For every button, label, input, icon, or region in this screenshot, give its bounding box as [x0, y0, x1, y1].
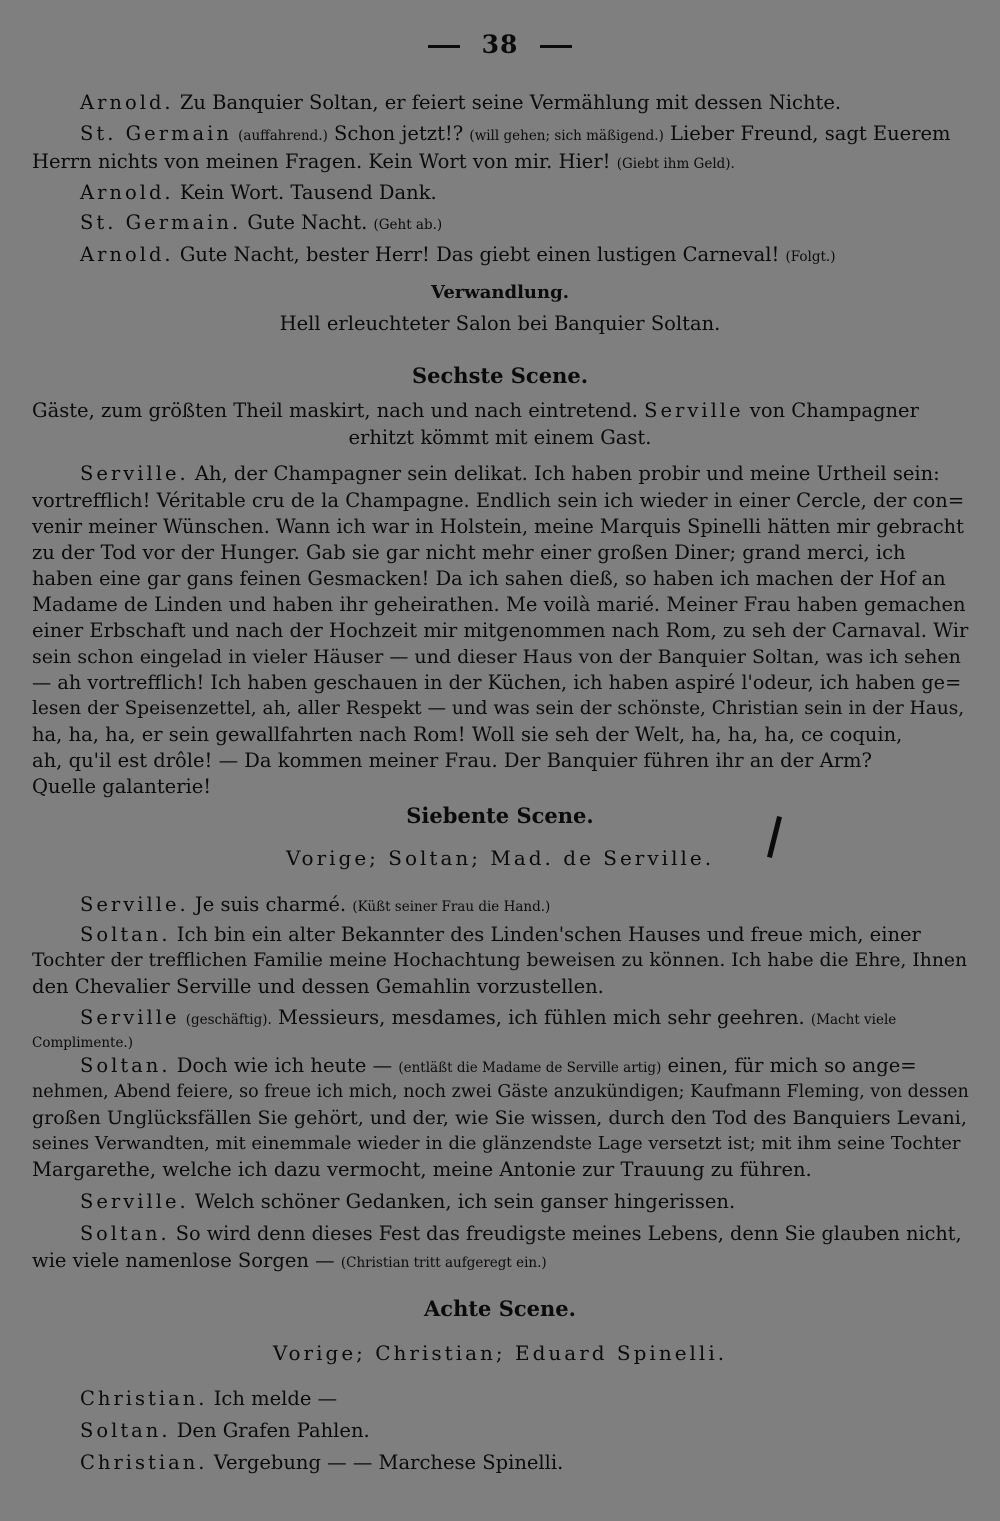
dialogue-line: Serville. Je suis charmé. (Küßt seiner Frau die Hand.) [80, 893, 551, 916]
dialogue-line: Soltan. Den Grafen Pahlen. [80, 1419, 370, 1442]
dialogue-line: St. Germain (auffahrend.) Schon jetzt!? (will gehen; sich mäßigend.) Lieber Freund, sagt Euerem [80, 122, 951, 145]
dialogue-line: seines Verwandten, mit einemmale wieder in die glänzendste Lage versetzt ist; mit ihm seine Tochter [32, 1133, 961, 1154]
dialogue-line: sein schon eingelad in vieler Häuser — und dieser Haus von der Banquier Soltan, was ich sehen [32, 646, 961, 668]
dialogue-line: wie viele namenlose Sorgen — (Christian tritt aufgeregt ein.) [32, 1249, 547, 1272]
dialogue-line: Arnold. Zu Banquier Soltan, er feiert seine Vermählung mit dessen Nichte. [80, 91, 842, 114]
dialogue-line: Tochter der trefflichen Familie meine Hochachtung beweisen zu können. Ich habe die Ehre, Ihnen [32, 950, 968, 971]
dialogue-line: Christian. Ich melde — [80, 1387, 338, 1410]
dialogue-line: Soltan. Doch wie ich heute — (entläßt die Madame de Serville artig) einen, für mich so ange= [80, 1054, 917, 1077]
dialogue-line: Soltan. Ich bin ein alter Bekannter des Linden'schen Hauses und freue mich, einer [80, 923, 921, 946]
setting-description: Hell erleuchteter Salon bei Banquier Soltan. [279, 312, 721, 335]
dialogue-line: den Chevalier Serville und dessen Gemahlin vorzustellen. [32, 975, 604, 998]
dialogue-line: Arnold. Gute Nacht, bester Herr! Das giebt einen lustigen Carneval! (Folgt.) [80, 243, 836, 266]
dialogue-line: ha, ha, ha, er sein gewallfahrten nach Rom! Woll sie seh der Welt, ha, ha, ha, ce coquin, [32, 723, 903, 746]
dialogue-line: Soltan. So wird denn dieses Fest das freudigste meines Lebens, denn Sie glauben nicht, [80, 1222, 962, 1245]
dialogue-line: Arnold. Kein Wort. Tausend Dank. [80, 181, 437, 204]
dash-right [540, 45, 572, 48]
dialogue-line: Madame de Linden und haben ihr geheirathen. Me voilà marié. Meiner Frau haben gemachen [32, 593, 966, 616]
cast-line: Vorige; Christian; Eduard Spinelli. [272, 1341, 728, 1365]
dialogue-line: großen Unglücksfällen Sie gehört, und der, wie Sie wissen, durch den Tod des Banquiers Levani, [32, 1107, 967, 1129]
dialogue-line: einer Erbschaft und nach der Hochzeit mir mitgenommen nach Rom, zu seh der Carnaval. Wir [32, 619, 969, 642]
dialogue-line: Herrn nichts von meinen Fragen. Kein Wort von mir. Hier! (Giebt ihm Geld). [32, 150, 735, 173]
dialogue-line: haben eine gar gans feinen Gesmacken! Da ich sahen dieß, so haben ich machen der Hof an [32, 567, 946, 590]
dialogue-line: ah, qu'il est drôle! — Da kommen meiner Frau. Der Banquier führen ihr an der Arm? [32, 749, 872, 772]
dialogue-line: venir meiner Wünschen. Wann ich war in Holstein, meine Marquis Spinelli hätten mir gebracht [32, 515, 964, 538]
dialogue-line: St. Germain. Gute Nacht. (Geht ab.) [80, 211, 443, 234]
dash-left [428, 45, 460, 48]
dialogue-line: Serville. Ah, der Champagner sein delikat. Ich haben probir und meine Urtheil sein: [80, 462, 940, 485]
dialogue-line: Quelle galanterie! [32, 775, 212, 798]
dialogue-line: nehmen, Abend feiere, so freue ich mich, noch zwei Gäste anzukündigen; Kaufmann Fleming, von dessen [32, 1082, 969, 1102]
dialogue-line: — ah vortrefflich! Ich haben geschauen in der Küchen, ich haben aspiré l'odeur, ich haben ge= [32, 671, 962, 694]
dialogue-line: vortrefflich! Véritable cru de la Champagne. Endlich sein ich wieder in einer Cercle, der con= [32, 489, 965, 512]
scene-heading: Achte Scene. [424, 1296, 576, 1321]
stage-direction: Gäste, zum größten Theil maskirt, nach und nach eintretend. Serville von Champagner [32, 399, 919, 422]
dialogue-line: Serville. Welch schöner Gedanken, ich sein ganser hingerissen. [80, 1190, 736, 1213]
scene-heading: Siebente Scene. [406, 803, 594, 828]
scene-change: Verwandlung. [431, 282, 569, 303]
cast-line: Vorige; Soltan; Mad. de Serville. [285, 846, 715, 870]
dialogue-line: lesen der Speisenzettel, ah, aller Respekt — und was sein der schönste, Christian sein in der Haus, [32, 698, 965, 719]
page-number: 38 [0, 30, 1000, 59]
stage-direction: erhitzt kömmt mit einem Gast. [348, 426, 652, 449]
scene-heading: Sechste Scene. [411, 363, 589, 388]
dialogue-line: Complimente.) [32, 1035, 133, 1051]
dialogue-line: Serville (geschäftig). Messieurs, mesdames, ich fühlen mich sehr geehren. (Macht viele [80, 1006, 897, 1029]
dialogue-line: zu der Tod vor der Hunger. Gab sie gar nicht mehr einer großen Diner; grand merci, ich [32, 541, 906, 564]
dialogue-line: Margarethe, welche ich dazu vermocht, meine Antonie zur Trauung zu führen. [32, 1158, 812, 1181]
dialogue-line: Christian. Vergebung — — Marchese Spinelli. [80, 1451, 564, 1474]
